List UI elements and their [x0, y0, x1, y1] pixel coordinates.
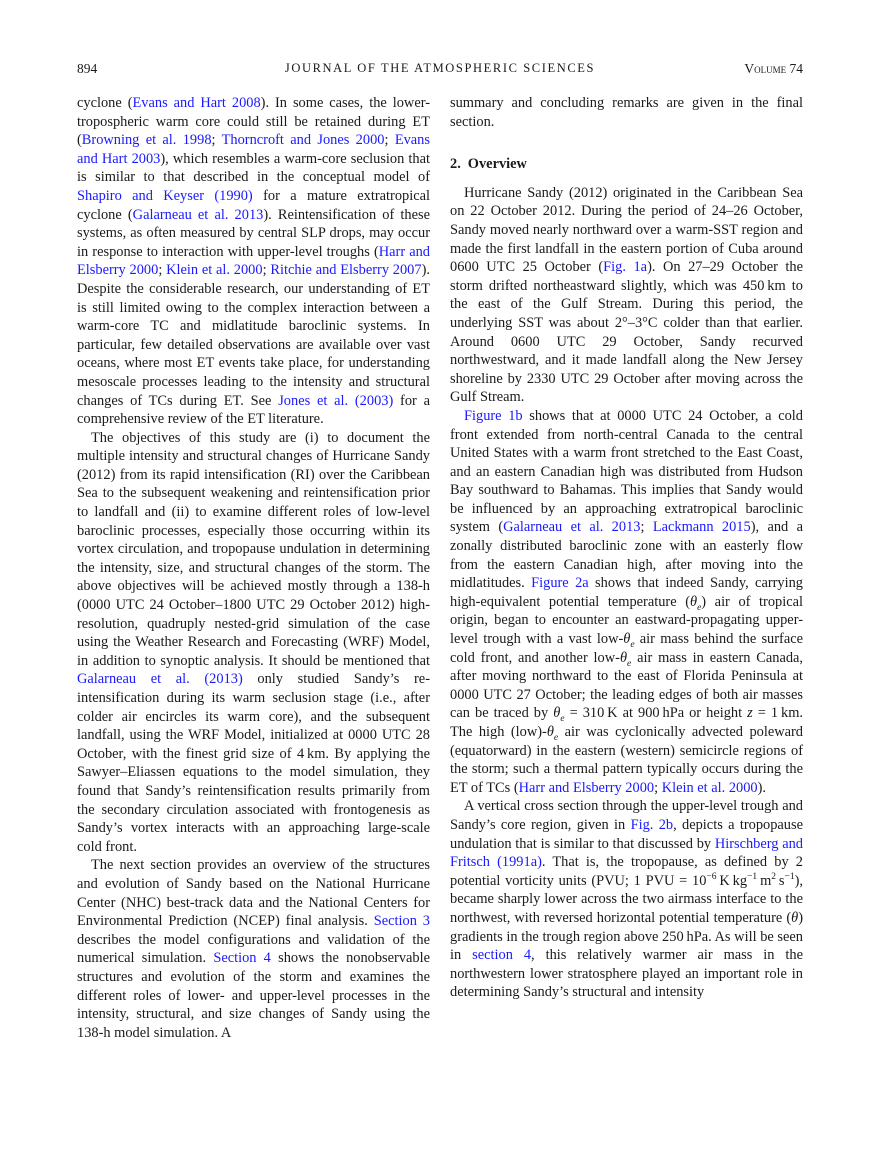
superscript: −6	[706, 871, 717, 882]
paragraph-cross-section	[450, 797, 803, 1002]
text: ). On 27–29 October the storm drifted northeastward slightly, which was 450 km to the east of the Gulf Stream. During this period, the underlying SST was about 2°–3°C colder than that earlier. Around 0600 UTC 29 October, Sandy recurved northwestward, and it made landfall along the New Jersey shoreline by 2330 UTC 29 October after moving across the Gulf Stream.	[450, 259, 804, 406]
text: shows the nonobservable structures and evolution of the storm and examines the different roles of lower- and upper-level processes in the intensity, structural, and size changes of Sandy using the 138-h model simulation. A	[77, 950, 430, 1041]
section-heading	[450, 155, 803, 174]
text: ), became sharply lower across the two airmass interface to the northwest, with reversed horizontal potential temperature (	[450, 872, 803, 926]
paragraph-sandy-track	[450, 184, 803, 407]
text: only studied Sandy’s reintensification during its warm seclusion stage (i.e., after colder air encircles its warm core), and the subsequent landfall, using the WRF Model, initialized at 0000 UTC 28 October, with the finest grid size of 4 km. By applying the Sawyer–Eliassen equations to the model simulation, they found that Sandy’s reintensification results primarily from the secondary circulation associated with frontogenesis as Sandy’s vortex interacts with an approaching large-scale cold front.	[77, 671, 430, 855]
text: K kg	[716, 872, 748, 889]
citation-link[interactable]: Klein et al. 2000	[661, 779, 758, 796]
citation-link[interactable]: Galarneau et al. 2013	[503, 519, 641, 536]
theta-symbol: θ	[623, 631, 631, 648]
theta-symbol: θ	[791, 909, 799, 926]
theta-symbol: θ	[689, 593, 698, 610]
subscript-e: e	[697, 602, 702, 613]
superscript: −1	[747, 871, 758, 882]
paragraph-outline-continued: summary and concluding remarks are given in the final section.	[450, 95, 803, 130]
text: ), and a zonally distributed baroclinic zone with an easterly flow from the eastern Canadian high, after moving into the midlatitudes.	[450, 519, 803, 592]
text: ;	[640, 519, 653, 536]
text: = 1 km. The high (low)-	[450, 705, 803, 740]
section-link[interactable]: Section 4	[213, 950, 271, 967]
text: describes the model configurations and validation of the numerical simulation.	[77, 931, 430, 967]
citation-link[interactable]: Harr and Elsberry 2000	[518, 779, 655, 796]
left-column	[77, 94, 430, 1042]
theta-symbol: θ	[553, 705, 561, 722]
text: ;	[654, 779, 662, 796]
text: ). In some cases, the lower-tropospheric warm core could still be retained during ET (	[77, 95, 431, 149]
figure-link[interactable]: Fig. 1a	[603, 259, 648, 276]
text: The next section provides an overview of the structures and evolution of Sandy based on the National Hurricane Center (NHC) best-track data and the National Centers for Environmental Prediction (NCEP) final analysis.	[77, 857, 430, 930]
text: m	[757, 872, 772, 889]
paragraph-objectives	[77, 429, 430, 857]
text: for a comprehensive review of the ET literature.	[77, 392, 430, 428]
text: ), which resembles a warm-core seclusion that is similar to that described in the conceptual model of	[77, 150, 431, 186]
text: ) gradients in the trough region above 250 hPa. As will be seen in	[450, 909, 803, 964]
running-header	[77, 61, 803, 81]
text: s	[776, 872, 785, 889]
citation-link[interactable]: Hirschberg and Fritsch (1991a)	[450, 835, 803, 871]
citation-link[interactable]: Thorncroft and Jones 2000	[221, 132, 385, 149]
superscript: −1	[784, 871, 795, 882]
text: = 310 K at 900 hPa or height	[564, 705, 748, 722]
journal-title: JOURNAL OF THE ATMOSPHERIC SCIENCES	[284, 61, 596, 75]
paragraph-et-background	[77, 94, 430, 429]
citation-link[interactable]: Jones et al. (2003)	[278, 392, 394, 409]
section-link[interactable]: section 4	[472, 947, 532, 964]
text: ). Despite the considerable research, our understanding of ET is still limited owing to the complex interaction between a warm-core TC and midlatitude baroclinic systems. In particular, few detailed observations are available over vast oceans, where most ET events take place, for understanding mesoscale processes leading to the intensity and structural changes of TCs during ET. See	[77, 262, 430, 409]
page-number: 894	[77, 61, 98, 76]
text: Hurricane Sandy (2012) originated in the Caribbean Sea on 22 October 2012. During the period of 24–26 October, Sandy moved nearly northward over a warm-SST region and made the first landfall in the eastern portion of Cuba around 0600 UTC 25 October (	[450, 184, 803, 276]
section-title: Overview	[467, 156, 527, 173]
citation-link[interactable]: Lackmann 2015	[652, 519, 751, 536]
text: air mass behind the surface cold front, and another low-	[450, 631, 803, 666]
z-symbol: z	[747, 705, 753, 722]
text: ;	[384, 132, 395, 149]
text: shows that at 0000 UTC 24 October, a cold front extended from north-central Canada to the central United States with a warm front stretched to the East Coast, and an eastern Canadian high was distributed from Hudson Bay southward to Bahamas. This implies that Sandy would be influenced by an approaching extratropical baroclinic system (	[450, 407, 803, 536]
text: , this relatively warmer air mass in the northwestern lower stratosphere played an important role in determining Sandy’s structural and intensity	[450, 947, 804, 1001]
citation-link[interactable]: Klein et al. 2000	[166, 262, 263, 279]
superscript: 2	[771, 871, 777, 882]
citation-link[interactable]: Galarneau et al. 2013	[132, 206, 264, 223]
section-link[interactable]: Section 3	[373, 913, 430, 930]
text: cyclone (	[77, 95, 133, 111]
volume-label: Volume 74	[744, 61, 803, 76]
citation-link[interactable]: Shapiro and Keyser (1990)	[77, 187, 253, 204]
citation-link[interactable]: Harr and Elsberry 2000	[77, 243, 430, 279]
figure-link[interactable]: Fig. 2b	[630, 816, 674, 833]
subscript-e: e	[560, 714, 565, 725]
text: ) air of tropical origin, began to encounter an eastward-propagating upper-level trough with a vast low-	[450, 593, 803, 648]
text: ).	[757, 779, 767, 796]
text: shows that indeed Sandy, carrying high-equivalent potential temperature (	[450, 575, 803, 610]
text: ;	[262, 262, 271, 279]
text: . That is, the tropopause, as defined by 2 potential vorticity units (PVU; 1 PVU = 10	[450, 854, 803, 889]
text: air was cyclonically advected poleward (equatorward) in the eastern (western) semicircle regions of the storm; such a thermal pattern typically occurs during the ET of TCs (	[450, 724, 803, 796]
text: air mass in eastern Canada, after moving northward to the east of Florida Peninsula at 0000 UTC 27 October; the leading edges of both air masses can be traced by	[450, 649, 804, 722]
subscript-e: e	[553, 732, 559, 743]
paragraph-synoptic	[450, 407, 803, 797]
subscript-e: e	[630, 639, 635, 650]
citation-link[interactable]: Galarneau et al. (2013)	[77, 671, 243, 688]
text: The objectives of this study are (i) to document the multiple intensity and structural changes of Hurricane Sandy (2012) from its rapid intensification (RI) over the Caribbean Sea to the subsequent weakening and reintensification prior to landfall and (ii) to examine different roles of low-level baroclinic processes, especially those occurring within its vortex circulation, and tropopause undulation in determining the intensity, size, and structural changes of the storm. The above objectives will be achieved mostly through a 138-h (0000 UTC 24 October–1800 UTC 29 October 2012) high-resolution, quadruply nested-grid simulation of the case using the Weather Research and Forecasting (WRF) Model, in addition to synoptic analysis. It should be mentioned that	[77, 429, 430, 669]
subscript-e: e	[627, 658, 632, 669]
text: , depicts a tropopause undulation that is similar to that discussed by	[450, 816, 803, 852]
citation-link[interactable]: Evans and Hart 2003	[77, 132, 430, 167]
paragraph-outline	[77, 856, 430, 1042]
text: for a mature extratropical cyclone (	[77, 187, 430, 223]
text: A vertical cross section through the upper-level trough and Sandy’s core region, given in	[450, 798, 803, 833]
theta-symbol: θ	[546, 724, 554, 740]
text: ;	[211, 132, 222, 149]
citation-link[interactable]: Evans and Hart 2008	[132, 95, 261, 111]
right-column	[450, 94, 803, 1002]
section-number: 2.	[450, 156, 461, 173]
citation-link[interactable]: Browning et al. 1998	[81, 132, 212, 149]
theta-symbol: θ	[619, 649, 628, 666]
text: ;	[158, 262, 167, 279]
figure-link[interactable]: Figure 1b	[464, 407, 523, 424]
citation-link[interactable]: Ritchie and Elsberry 2007	[270, 262, 422, 279]
figure-link[interactable]: Figure 2a	[531, 575, 589, 592]
text: ). Reintensification of these systems, as often measured by central SLP drops, may occur in response to interaction with upper-level troughs (	[77, 206, 430, 260]
